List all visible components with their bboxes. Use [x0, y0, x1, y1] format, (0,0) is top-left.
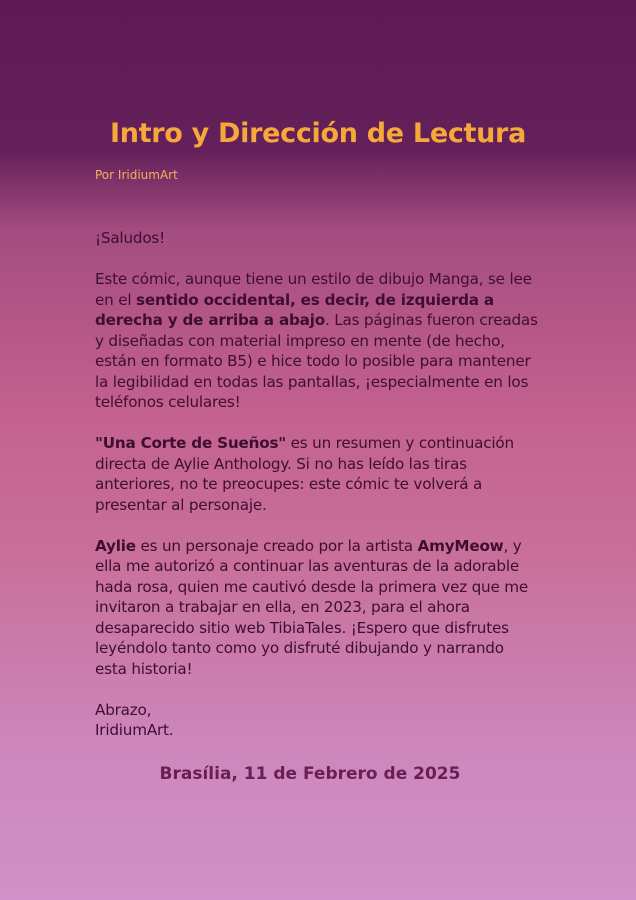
- paragraph-character: [95, 536, 540, 680]
- greeting: ¡Saludos!: [95, 229, 166, 247]
- text-run: . Las páginas fueron creadas y diseñadas con material impreso en mente (de hecho, están en formato B5) e hice todo lo posible para mantener la legibilidad en todas las pantallas, ¡especialmente en los teléfonos celulares!: [95, 311, 538, 411]
- page-title: Intro y Dirección de Lectura: [110, 118, 526, 149]
- text-run: es un personaje creado por la artista: [135, 536, 418, 555]
- place-date: Brasília, 11 de Febrero de 2025: [159, 764, 461, 784]
- text-run: , y ella me autorizó a continuar las aventuras de la adorable hada rosa, quien me cautivó desde la primera vez que me invitaron a trabajar en ella, en 2023, para el ahora desaparecido sitio web TibiaTales. ¡Espero que disfrutes leyéndolo tanto como yo disfruté dibujando y narrando esta historia!: [95, 536, 528, 678]
- letter-body: [95, 228, 540, 761]
- signature: IridiumArt.: [95, 721, 174, 739]
- closing: [95, 700, 540, 741]
- bold-text: Aylie: [95, 536, 136, 555]
- text-run: Este cómic, aunque tiene un estilo de dibujo Manga, se lee en el: [95, 270, 532, 309]
- text-run: es un resumen y continuación directa de Aylie Anthology. Si no has leído las tiras anteriores, no te preocupes: este cómic te volverá a presentar al personaje.: [95, 434, 514, 514]
- bold-text: AmyMeow: [417, 536, 504, 555]
- author-byline: Por IridiumArt: [95, 168, 178, 182]
- closing-text: Abrazo,: [95, 700, 152, 719]
- paragraph-reading-direction: [95, 269, 540, 413]
- bold-text: sentido occidental, es decir, de izquierda a derecha y de arriba a abajo: [95, 290, 494, 329]
- paragraph-summary: [95, 433, 540, 515]
- bold-text: "Una Corte de Sueños": [95, 434, 287, 452]
